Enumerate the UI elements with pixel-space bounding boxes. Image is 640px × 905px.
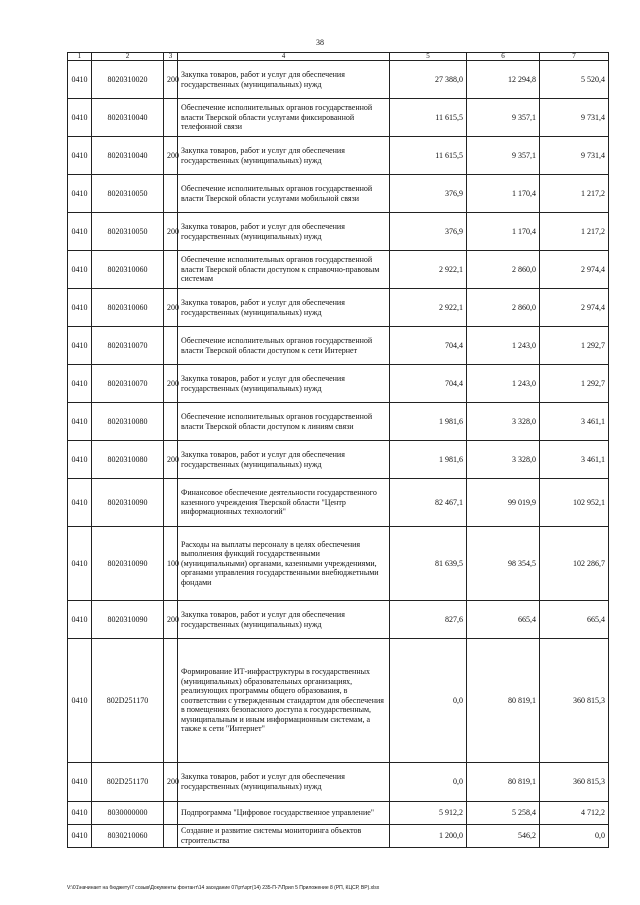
column-header: 6 — [467, 53, 540, 61]
amount-col5: 5 912,2 — [390, 802, 467, 825]
amount-col5: 27 388,0 — [390, 61, 467, 99]
amount-col7: 9 731,4 — [540, 137, 609, 175]
column-header: 1 — [68, 53, 92, 61]
target-article-code: 8020310080 — [92, 403, 164, 441]
amount-col6: 98 354,5 — [467, 527, 540, 601]
amount-col6: 3 328,0 — [467, 403, 540, 441]
expense-type-code — [164, 825, 178, 848]
section-code: 0410 — [68, 61, 92, 99]
item-description: Расходы на выплаты персоналу в целях обеспечения выполнения функций государственными (муниципальными) органами, казенными учреждениями, органами управления государственными внебюджетными фондами — [178, 527, 390, 601]
amount-col6: 665,4 — [467, 601, 540, 639]
section-code: 0410 — [68, 137, 92, 175]
column-number-row — [68, 53, 609, 61]
table-row — [68, 802, 609, 825]
item-description: Финансовое обеспечение деятельности государственного казенного учреждения Тверской области "Центр информационных технологий" — [178, 479, 390, 527]
target-article-code: 8020310060 — [92, 251, 164, 289]
section-code: 0410 — [68, 99, 92, 137]
target-article-code: 802D251170 — [92, 639, 164, 763]
amount-col6: 546,2 — [467, 825, 540, 848]
amount-col7: 1 292,7 — [540, 365, 609, 403]
target-article-code: 8020310070 — [92, 365, 164, 403]
budget-table — [67, 52, 609, 848]
expense-type-code: 200 — [164, 61, 178, 99]
amount-col7: 1 217,2 — [540, 175, 609, 213]
table-row — [68, 639, 609, 763]
amount-col6: 2 860,0 — [467, 251, 540, 289]
expense-type-code: 200 — [164, 213, 178, 251]
amount-col6: 12 294,8 — [467, 61, 540, 99]
section-code: 0410 — [68, 289, 92, 327]
section-code: 0410 — [68, 639, 92, 763]
expense-type-code: 200 — [164, 289, 178, 327]
amount-col5: 704,4 — [390, 327, 467, 365]
table-row — [68, 825, 609, 848]
expense-type-code — [164, 479, 178, 527]
table-row — [68, 137, 609, 175]
target-article-code: 8020310090 — [92, 479, 164, 527]
section-code: 0410 — [68, 763, 92, 802]
table-row — [68, 175, 609, 213]
item-description: Закупка товаров, работ и услуг для обеспечения государственных (муниципальных) нужд — [178, 441, 390, 479]
file-path-footer: V:\01\начинает на бюджету\7 созыв\Документы фонтант\14 заседание 07\рт\зрт(14) 235-П-7\Прил 5 Приложение 8 (РП, КЦСР, ВР).xlsx — [67, 885, 380, 891]
item-description: Закупка товаров, работ и услуг для обеспечения государственных (муниципальных) нужд — [178, 137, 390, 175]
amount-col5: 2 922,1 — [390, 289, 467, 327]
item-description: Закупка товаров, работ и услуг для обеспечения государственных (муниципальных) нужд — [178, 61, 390, 99]
item-description: Закупка товаров, работ и услуг для обеспечения государственных (муниципальных) нужд — [178, 763, 390, 802]
section-code: 0410 — [68, 527, 92, 601]
amount-col7: 360 815,3 — [540, 763, 609, 802]
section-code: 0410 — [68, 251, 92, 289]
amount-col7: 9 731,4 — [540, 99, 609, 137]
expense-type-code: 200 — [164, 365, 178, 403]
section-code: 0410 — [68, 479, 92, 527]
amount-col5: 1 981,6 — [390, 441, 467, 479]
expense-type-code: 200 — [164, 763, 178, 802]
amount-col5: 81 639,5 — [390, 527, 467, 601]
item-description: Обеспечение исполнительных органов государственной власти Тверской области доступом к линиям связи — [178, 403, 390, 441]
column-header: 5 — [390, 53, 467, 61]
expense-type-code: 100 — [164, 527, 178, 601]
target-article-code: 8020310070 — [92, 327, 164, 365]
amount-col7: 2 974,4 — [540, 289, 609, 327]
section-code: 0410 — [68, 441, 92, 479]
amount-col5: 376,9 — [390, 213, 467, 251]
table-row — [68, 251, 609, 289]
item-description: Формирование ИТ-инфраструктуры в государственных (муниципальных) образовательных организациях, реализующих программы общего образования, в соответствии с утвержденным стандартом для обеспечения в помещениях безопасного доступа к государственным, муниципальным и иным информационным системам, а также к сети "Интернет" — [178, 639, 390, 763]
column-header: 7 — [540, 53, 609, 61]
column-header: 4 — [178, 53, 390, 61]
amount-col6: 99 019,9 — [467, 479, 540, 527]
section-code: 0410 — [68, 403, 92, 441]
section-code: 0410 — [68, 825, 92, 848]
amount-col6: 3 328,0 — [467, 441, 540, 479]
amount-col6: 2 860,0 — [467, 289, 540, 327]
amount-col7: 1 292,7 — [540, 327, 609, 365]
item-description: Закупка товаров, работ и услуг для обеспечения государственных (муниципальных) нужд — [178, 365, 390, 403]
target-article-code: 8020310050 — [92, 213, 164, 251]
table-row — [68, 327, 609, 365]
section-code: 0410 — [68, 175, 92, 213]
section-code: 0410 — [68, 327, 92, 365]
amount-col5: 1 981,6 — [390, 403, 467, 441]
section-code: 0410 — [68, 601, 92, 639]
amount-col5: 0,0 — [390, 763, 467, 802]
table-row — [68, 365, 609, 403]
amount-col5: 827,6 — [390, 601, 467, 639]
amount-col6: 1 243,0 — [467, 365, 540, 403]
expense-type-code — [164, 175, 178, 213]
amount-col5: 2 922,1 — [390, 251, 467, 289]
table-row — [68, 61, 609, 99]
amount-col7: 102 952,1 — [540, 479, 609, 527]
table-row — [68, 213, 609, 251]
amount-col7: 4 712,2 — [540, 802, 609, 825]
amount-col7: 360 815,3 — [540, 639, 609, 763]
item-description: Закупка товаров, работ и услуг для обеспечения государственных (муниципальных) нужд — [178, 289, 390, 327]
expense-type-code — [164, 639, 178, 763]
target-article-code: 8020310090 — [92, 601, 164, 639]
item-description: Обеспечение исполнительных органов государственной власти Тверской области услугами фиксированной телефонной связи — [178, 99, 390, 137]
table-row — [68, 479, 609, 527]
item-description: Закупка товаров, работ и услуг для обеспечения государственных (муниципальных) нужд — [178, 213, 390, 251]
item-description: Создание и развитие системы мониторинга объектов строительства — [178, 825, 390, 848]
item-description: Обеспечение исполнительных органов государственной власти Тверской области доступом к сети Интернет — [178, 327, 390, 365]
target-article-code: 8020310020 — [92, 61, 164, 99]
expense-type-code: 200 — [164, 601, 178, 639]
table-row — [68, 527, 609, 601]
section-code: 0410 — [68, 365, 92, 403]
column-header: 3 — [164, 53, 178, 61]
amount-col5: 0,0 — [390, 639, 467, 763]
amount-col7: 0,0 — [540, 825, 609, 848]
item-description: Обеспечение исполнительных органов государственной власти Тверской области услугами мобильной связи — [178, 175, 390, 213]
amount-col7: 1 217,2 — [540, 213, 609, 251]
amount-col7: 3 461,1 — [540, 403, 609, 441]
target-article-code: 8020310080 — [92, 441, 164, 479]
column-header: 2 — [92, 53, 164, 61]
table-row — [68, 441, 609, 479]
item-description: Закупка товаров, работ и услуг для обеспечения государственных (муниципальных) нужд — [178, 601, 390, 639]
amount-col6: 80 819,1 — [467, 763, 540, 802]
item-description: Подпрограмма "Цифровое государственное управление" — [178, 802, 390, 825]
target-article-code: 8030210060 — [92, 825, 164, 848]
target-article-code: 8020310040 — [92, 137, 164, 175]
amount-col5: 376,9 — [390, 175, 467, 213]
expense-type-code — [164, 251, 178, 289]
amount-col5: 11 615,5 — [390, 99, 467, 137]
amount-col6: 9 357,1 — [467, 137, 540, 175]
table-row — [68, 601, 609, 639]
page-number: 38 — [316, 38, 324, 47]
target-article-code: 8020310040 — [92, 99, 164, 137]
amount-col6: 80 819,1 — [467, 639, 540, 763]
section-code: 0410 — [68, 213, 92, 251]
target-article-code: 8030000000 — [92, 802, 164, 825]
amount-col6: 5 258,4 — [467, 802, 540, 825]
target-article-code: 8020310060 — [92, 289, 164, 327]
amount-col6: 1 243,0 — [467, 327, 540, 365]
amount-col7: 102 286,7 — [540, 527, 609, 601]
amount-col5: 82 467,1 — [390, 479, 467, 527]
amount-col6: 9 357,1 — [467, 99, 540, 137]
table-row — [68, 763, 609, 802]
item-description: Обеспечение исполнительных органов государственной власти Тверской области доступом к справочно-правовым системам — [178, 251, 390, 289]
amount-col7: 5 520,4 — [540, 61, 609, 99]
target-article-code: 802D251170 — [92, 763, 164, 802]
table-row — [68, 99, 609, 137]
expense-type-code: 200 — [164, 137, 178, 175]
section-code: 0410 — [68, 802, 92, 825]
expense-type-code — [164, 802, 178, 825]
expense-type-code — [164, 99, 178, 137]
amount-col5: 1 200,0 — [390, 825, 467, 848]
expense-type-code — [164, 327, 178, 365]
amount-col5: 11 615,5 — [390, 137, 467, 175]
amount-col6: 1 170,4 — [467, 175, 540, 213]
expense-type-code: 200 — [164, 441, 178, 479]
amount-col6: 1 170,4 — [467, 213, 540, 251]
amount-col5: 704,4 — [390, 365, 467, 403]
table-row — [68, 403, 609, 441]
target-article-code: 8020310090 — [92, 527, 164, 601]
target-article-code: 8020310050 — [92, 175, 164, 213]
table-row — [68, 289, 609, 327]
amount-col7: 665,4 — [540, 601, 609, 639]
amount-col7: 2 974,4 — [540, 251, 609, 289]
amount-col7: 3 461,1 — [540, 441, 609, 479]
expense-type-code — [164, 403, 178, 441]
